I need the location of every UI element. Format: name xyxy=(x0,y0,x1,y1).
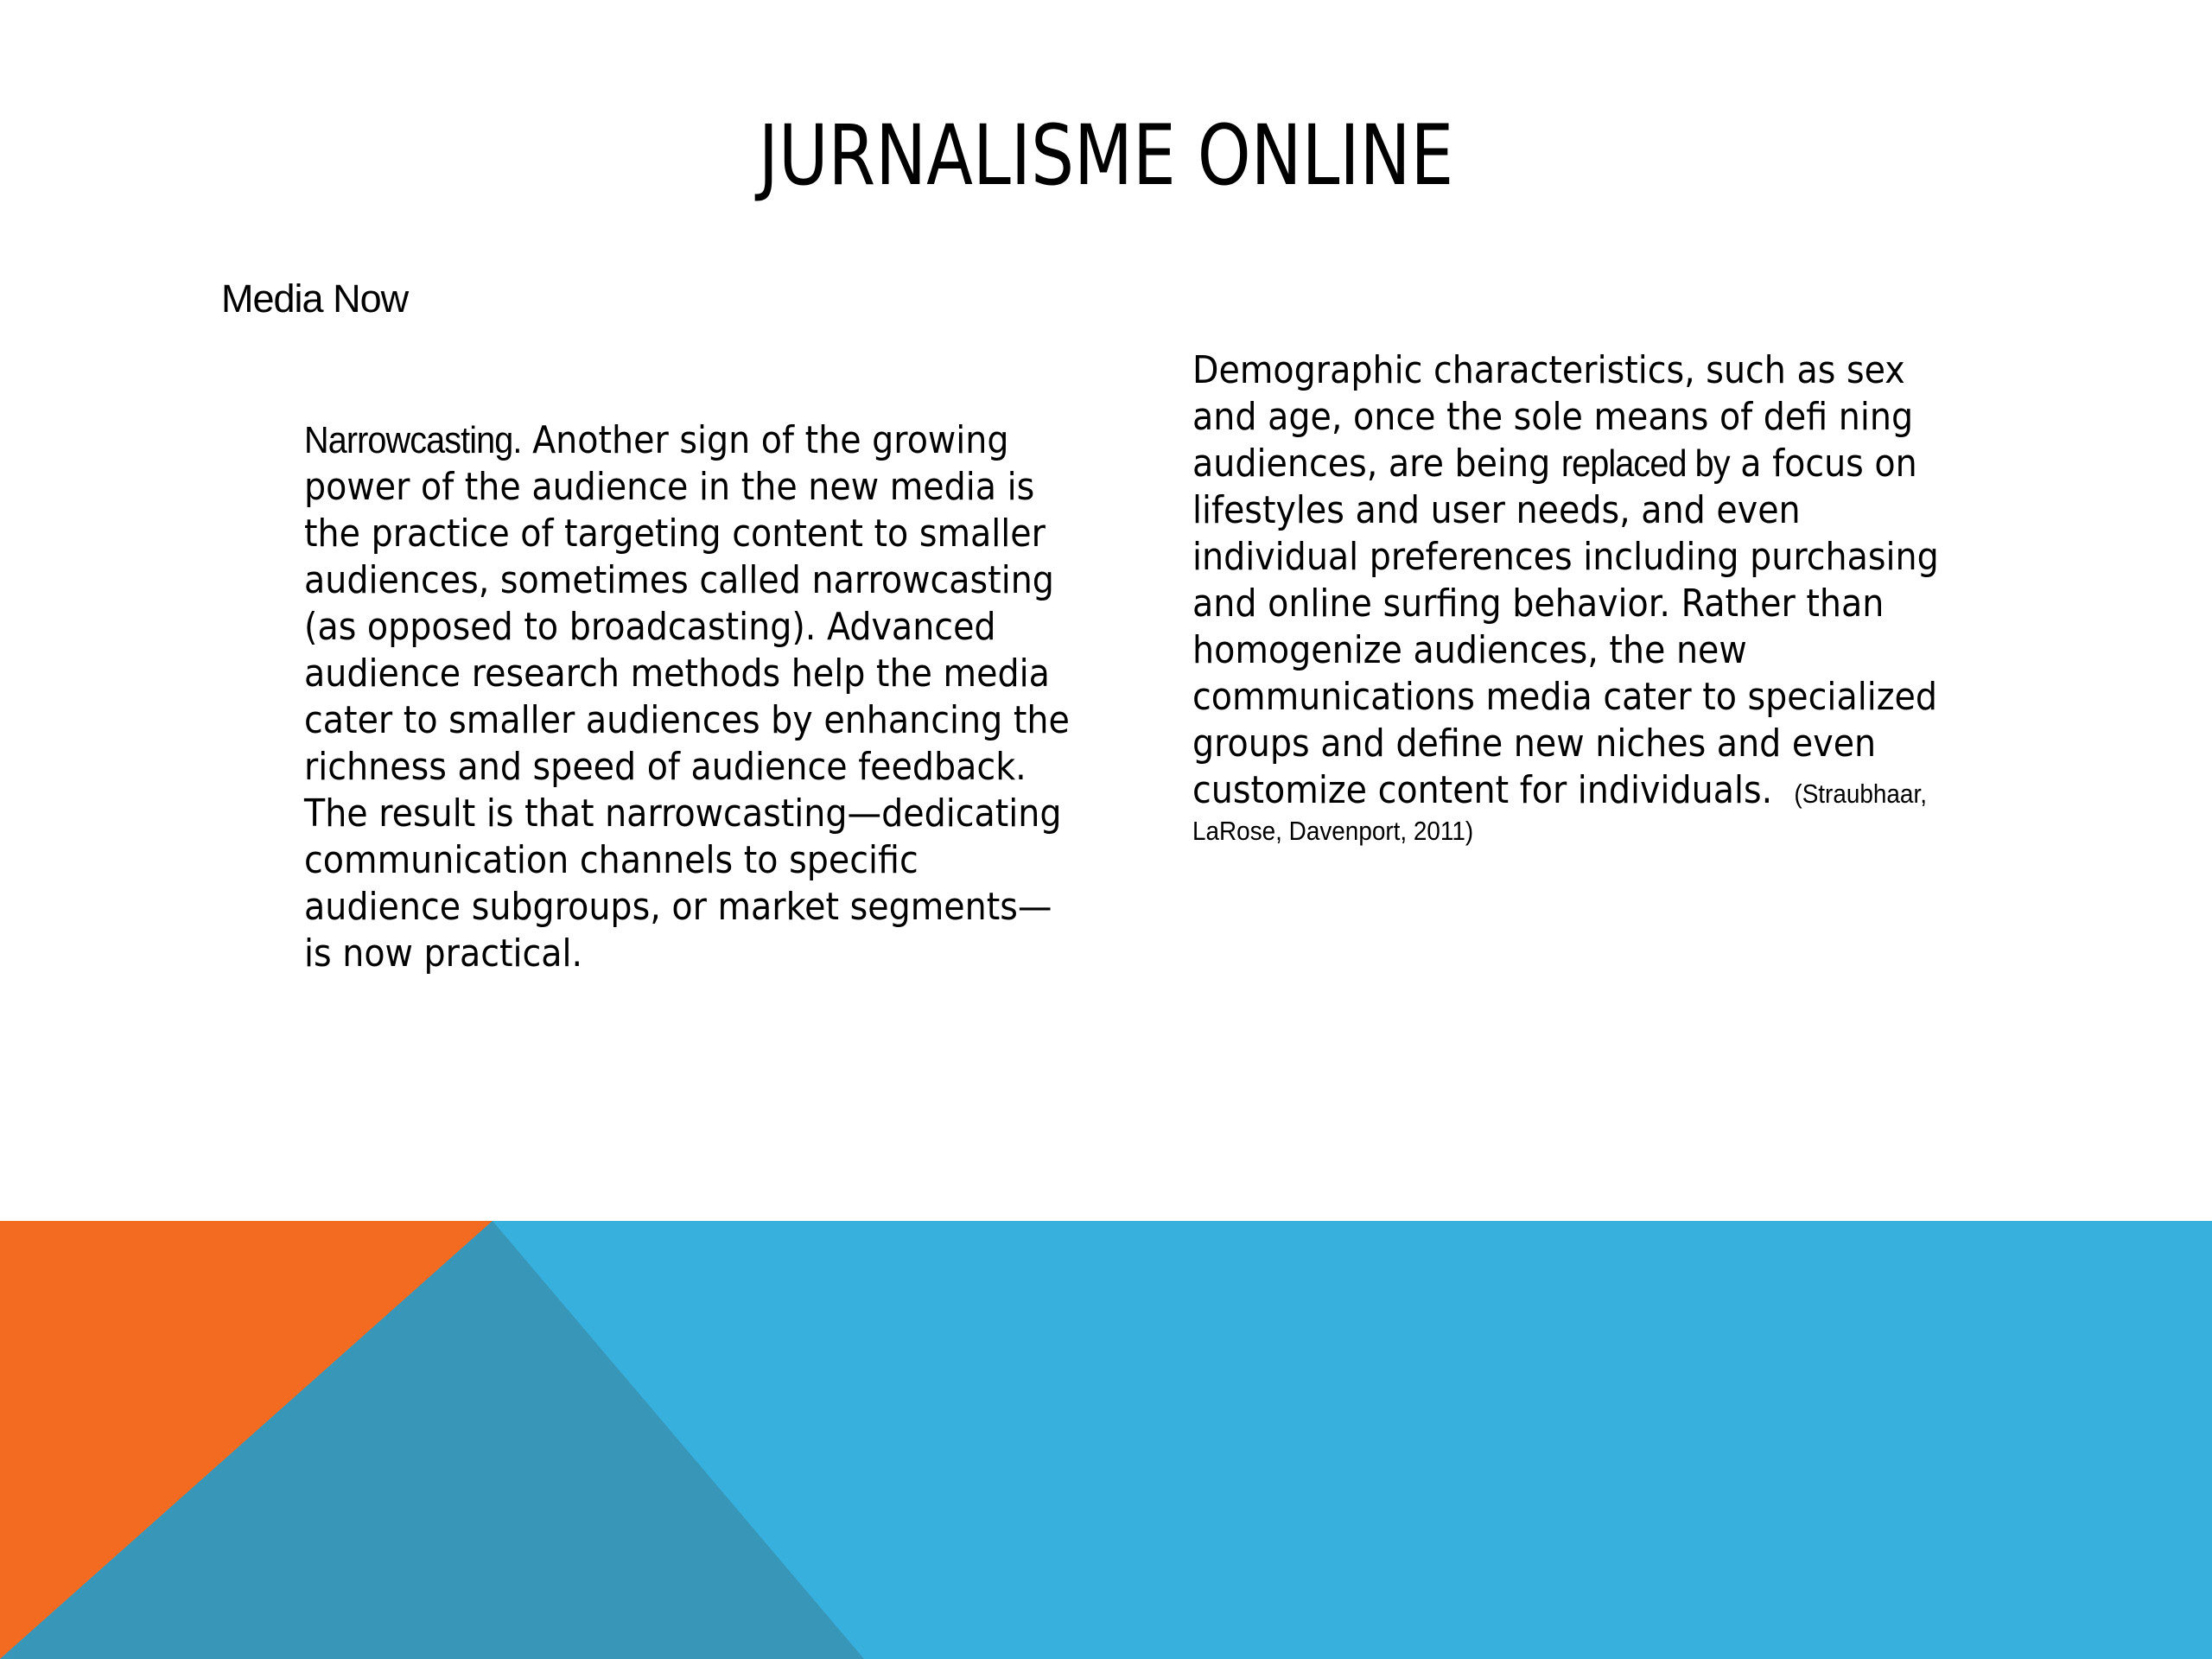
left-line-12: is now practical. xyxy=(304,931,583,976)
left-line-2: power of the audience in the new media is xyxy=(304,465,1035,509)
citation-continued: LaRose, Davenport, 2011) xyxy=(1192,816,1474,846)
right-line-1: Demographic characteristics, such as sex xyxy=(1192,348,1905,392)
left-line-9: The result is that narrowcasting—dedicating xyxy=(304,791,1062,836)
right-line-10: customize content for individuals. (Straubhaar, xyxy=(1192,768,1927,812)
right-line-9: groups and define new niches and even xyxy=(1192,721,1877,766)
right-line-7: homogenize audiences, the new xyxy=(1192,628,1747,672)
right-line-3: audiences, are being replaced by a focus on xyxy=(1192,442,1917,486)
left-line-8: richness and speed of audience feedback. xyxy=(304,745,1027,789)
left-line-6: audience research methods help the media xyxy=(304,652,1050,696)
lead-term: Narrowcasting. xyxy=(304,419,522,461)
left-line-1: Narrowcasting. Another sign of the growing xyxy=(304,418,1009,462)
right-line-5: individual preferences including purchasing xyxy=(1192,535,1939,579)
right-line-6: and online surfing behavior. Rather than xyxy=(1192,582,1885,626)
left-line-10: communication channels to specific xyxy=(304,838,918,882)
emphasis-replaced-by: replaced by xyxy=(1560,442,1730,485)
citation: (Straubhaar, xyxy=(1794,779,1927,809)
slide-subtitle: Media Now xyxy=(221,276,409,321)
left-line-5: (as opposed to broadcasting). Advanced xyxy=(304,605,996,649)
left-line-11: audience subgroups, or market segments— xyxy=(304,885,1052,929)
right-line-4: lifestyles and user needs, and even xyxy=(1192,488,1801,532)
right-line-2: and age, once the sole means of defi ning xyxy=(1192,395,1914,439)
right-line-8: communications media cater to specialized xyxy=(1192,675,1938,719)
left-line-7: cater to smaller audiences by enhancing the xyxy=(304,698,1070,742)
left-line-4: audiences, sometimes called narrowcasting xyxy=(304,558,1054,602)
left-line-3: the practice of targeting content to smaller xyxy=(304,512,1046,556)
slide-title: JURNALISME ONLINE xyxy=(758,107,1454,204)
